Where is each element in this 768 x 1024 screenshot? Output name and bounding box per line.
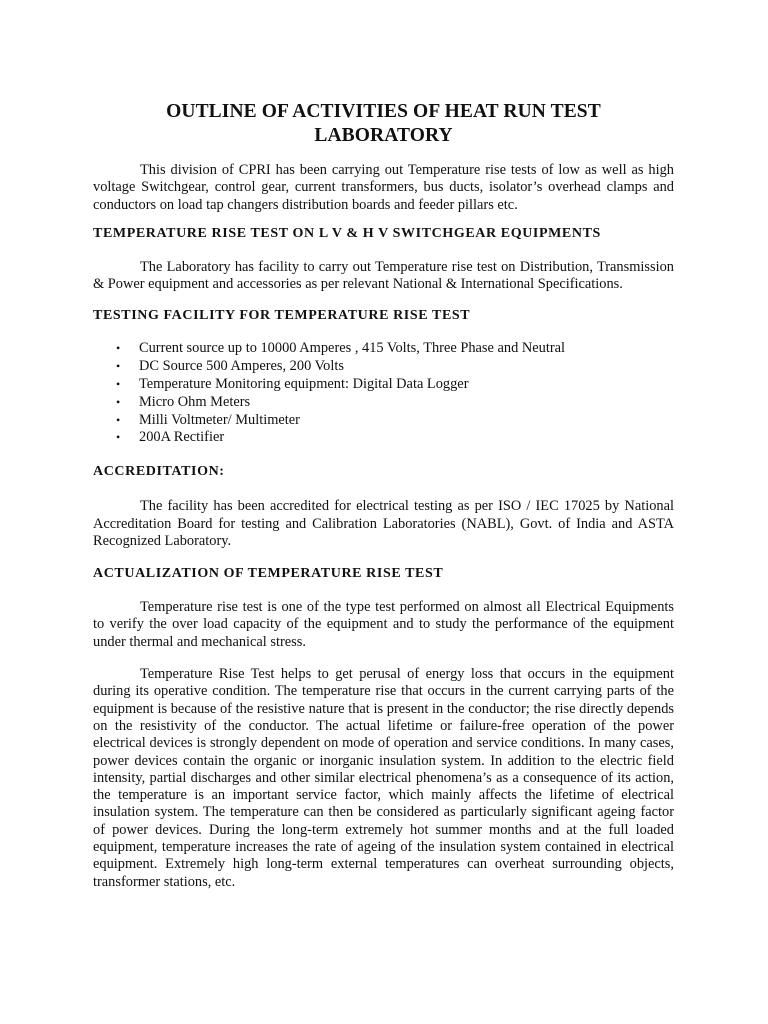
lv-hv-paragraph: The Laboratory has facility to carry out Temperature rise test on Distribution, Transmission & Power equipment and accessories as per relevant National & International Specifications.: [93, 258, 674, 293]
document-page: [93, 100, 674, 891]
heading-actualization: ACTUALIZATION OF TEMPERATURE RISE TEST: [93, 566, 444, 582]
list-item-text: Milli Voltmeter/ Multimeter: [139, 411, 300, 428]
list-item-text: DC Source 500 Amperes, 200 Volts: [139, 358, 344, 375]
accreditation-paragraph: The facility has been accredited for electrical testing as per ISO / IEC 17025 by National Accreditation Board for testing and Calibration Laboratories (NABL), Govt. of India and ASTA Recognized Laboratory.: [93, 498, 674, 549]
intro-paragraph: This division of CPRI has been carrying out Temperature rise tests of low as well as high voltage Switchgear, control gear, current transformers, bus ducts, isolator’s overhead clamps and conductors on load tap changers distribution boards and feeder pillars etc.: [93, 162, 674, 213]
list-item-text: 200A Rectifier: [139, 429, 225, 446]
bullet-icon: •: [116, 394, 121, 409]
bullet-icon: •: [116, 430, 121, 445]
heading-testing-facility: TESTING FACILITY FOR TEMPERATURE RISE TEST: [93, 308, 471, 324]
bullet-icon: •: [116, 377, 121, 392]
bullet-icon: •: [116, 341, 121, 356]
bullet-icon: •: [116, 412, 121, 427]
list-item-text: Current source up to 10000 Amperes , 415 Volts, Three Phase and Neutral: [139, 340, 566, 357]
list-item: [93, 358, 674, 376]
title-line-2: LABORATORY: [314, 125, 453, 146]
title-line-1: OUTLINE OF ACTIVITIES OF HEAT RUN TEST: [166, 101, 601, 122]
list-item: [93, 429, 674, 447]
heading-accreditation: ACCREDITATION:: [93, 464, 225, 480]
list-item: [93, 394, 674, 412]
document-title: [93, 100, 674, 148]
list-item: [93, 340, 674, 358]
actualization-paragraph-2: Temperature Rise Test helps to get perusal of energy loss that occurs in the equipment during its operative condition. The temperature rise that occurs in the current carrying parts of the equipment is because of the resistive nature that is present in the conductor; the rise directly depends on the resistivity of the conductor. The actual lifetime or failure-free operation of the power electrical devices is strongly dependent on mode of operation and service conditions. In many cases, power devices contain the organic or inorganic insulation system. In addition to the electric field intensity, partial discharges and other similar electrical phenomena’s as a consequence of its action, the temperature is an important service factor, which mainly affects the lifetime of electrical insulation system. The temperature can then be considered as particularly significant ageing factor of power devices. During the long-term extremely hot summer months and at the full loaded equipment, temperature increases the rate of ageing of the insulation system contained in electrical equipment. Extremely high long-term external temperatures can overheat surrounding objects, transformer stations, etc.: [93, 666, 674, 890]
bullet-icon: •: [116, 359, 121, 374]
actualization-paragraph-1: Temperature rise test is one of the type test performed on almost all Electrical Equipments to verify the over load capacity of the equipment and to study the performance of the equipment under thermal and mechanical stress.: [93, 599, 674, 650]
heading-lv-hv-switchgear: TEMPERATURE RISE TEST ON L V & H V SWITCHGEAR EQUIPMENTS: [93, 225, 601, 241]
list-item-text: Temperature Monitoring equipment: Digital Data Logger: [139, 376, 469, 393]
list-item: [93, 412, 674, 430]
list-item-text: Micro Ohm Meters: [139, 393, 251, 410]
list-item: [93, 376, 674, 394]
facility-list: [93, 340, 674, 447]
